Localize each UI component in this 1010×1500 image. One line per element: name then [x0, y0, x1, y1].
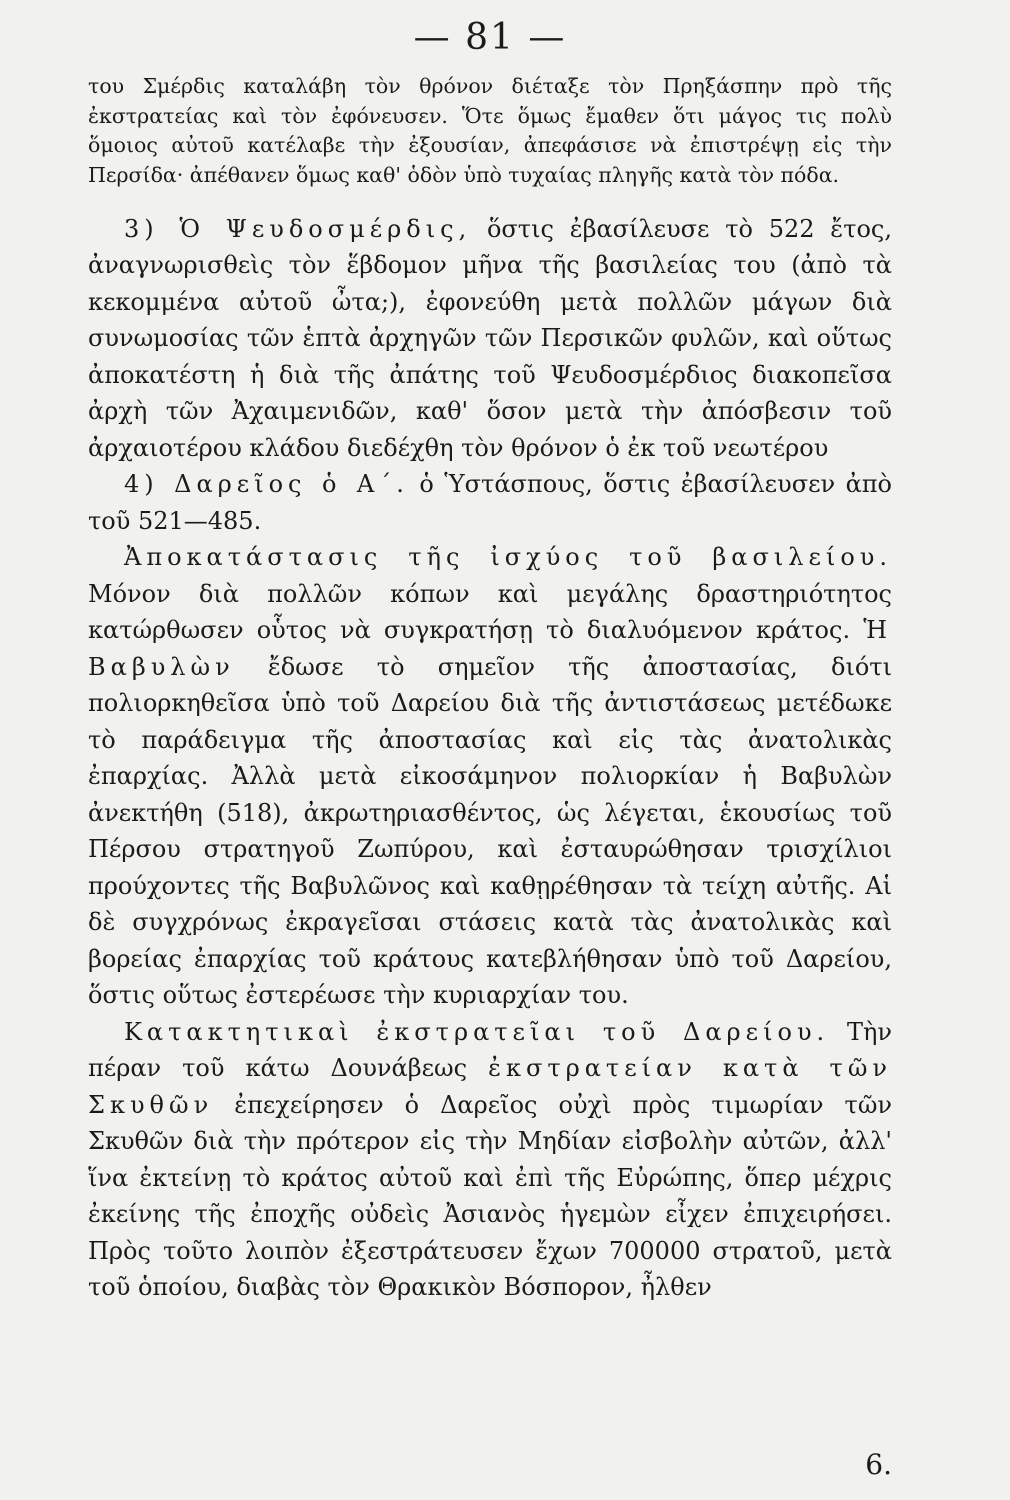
signature-mark: 6. — [865, 1448, 892, 1481]
paragraph-5-spaced: ἐκστρατείαν κατὰ τῶν Σκυθῶν — [88, 1054, 892, 1119]
paragraph-1: του Σμέρδις καταλάβη τὸν θρόνον διέταξε τὸν Πρηξάσπην πρὸ τῆς ἐκστρατείας καὶ τὸν ἐφόνευσεν. Ὅτε ὅμως ἔμαθεν ὅτι μάγος τις πολὺ ὅμοιος αὐτοῦ κατέλαβε τὴν ἐξουσίαν, ἀπεφάσισε νὰ ἐπιστρέψῃ εἰς τὴν Περσίδα· ἀπέθανεν ὅμως καθ' ὁδὸν ὑπὸ τυχαίας πληγῆς κατὰ τὸν πόδα. — [88, 74, 892, 187]
page-header: — 81 — — [413, 17, 567, 58]
paragraph-5-heading: Κατακτητικαὶ ἐκστρατεῖαι τοῦ Δαρείου. — [124, 1017, 830, 1046]
paragraph-5 — [88, 1014, 892, 1306]
paragraph-4 — [88, 539, 892, 1014]
paragraph-5-body-b: ἐπεχείρησεν ὁ Δαρεῖος οὐχὶ πρὸς τιμωρίαν τῶν Σκυθῶν διὰ τὴν πρότερον εἰς τὴν Μηδίαν εἰσβολὴν αὐτῶν, ἀλλ' ἵνα ἐκτείνῃ τὸ κράτος αὐτοῦ καὶ ἐπὶ τῆς Εὐρώπης, ὅπερ μέχρις ἐκείνης τῆς ἐποχῆς οὐδεὶς Ἀσιανὸς ἡγεμὼν εἶχεν ἐπιχειρήσει. Πρὸς τοῦτο λοιπὸν ἐξεστράτευσεν ἔχων 700000 στρατοῦ, μετὰ τοῦ ὁποίου, διαβὰς τὸν Θρακικὸν Βόσπορον, ἦλθεν — [88, 1090, 892, 1301]
paragraph-2 — [88, 211, 892, 467]
paragraph-2-lead: 3) Ὁ Ψευδοσμέρδις, — [124, 214, 472, 243]
paragraph-3-body: ὁ Ὑστάσπους, ὅστις ἐβασίλευσεν ἀπὸ τοῦ 521—485. — [88, 470, 892, 535]
paragraph-4-body-a: Μόνον διὰ πολλῶν κόπων καὶ μεγάλης δραστηριότητος κατώρθωσεν οὗτος νὰ συγκρατήσῃ τὸ διαλυόμενον κράτος. — [88, 579, 892, 644]
paragraph-4-body-b: ἔδωσε τὸ σημεῖον τῆς ἀποστασίας, διότι πολιορκηθεῖσα ὑπὸ τοῦ Δαρείου διὰ τῆς ἀντιστάσεως μετέδωκε τὸ παράδειγμα τῆς ἀποστασίας καὶ εἰς τὰς ἀνατολικὰς ἐπαρχίας. Ἀλλὰ μετὰ εἰκοσάμηνον πολιορκίαν ἡ Βαβυλὼν ἀνεκτήθη (518), ἀκρωτηριασθέντος, ὡς λέγεται, ἑκουσίως τοῦ Πέρσου στρατηγοῦ Ζωπύρου, καὶ ἐσταυρώθησαν τρισχίλιοι προύχοντες τῆς Βαβυλῶνος καὶ καθῃρέθησαν τὰ τείχη αὐτῆς. Αἱ δὲ συγχρόνως ἐκραγεῖσαι στάσεις κατὰ τὰς ἀνατολικὰς καὶ βορείας ἐπαρχίας τοῦ κράτους κατεβλήθησαν ὑπὸ τοῦ Δαρείου, ὅστις οὕτως ἐστερέωσε τὴν κυριαρχίαν του. — [88, 652, 892, 1009]
paragraph-3 — [88, 466, 892, 539]
paragraph-3-lead: 4) Δαρεῖος ὁ Α΄. — [124, 470, 409, 498]
paragraph-2-body: ὅστις ἐβασίλευσε τὸ 522 ἔτος, ἀναγνωρισθεὶς τὸν ἕβδομον μῆνα τῆς βασιλείας του (ἀπὸ τὰ κεκομμένα αὐτοῦ ὦτα;), ἐφονεύθη μετὰ πολλῶν μάγων διὰ συνωμοσίας τῶν ἑπτὰ ἀρχηγῶν τῶν Περσικῶν φυλῶν, καὶ οὕτως ἀποκατέστη ἡ διὰ τῆς ἀπάτης τοῦ Ψευδοσμέρδιος διακοπεῖσα ἀρχὴ τῶν Ἀχαιμενιδῶν, καθ' ὅσον μετὰ τὴν ἀπόσβεσιν τοῦ ἀρχαιοτέρου κλάδου διεδέχθη τὸν θρόνον ὁ ἐκ τοῦ νεωτέρου — [88, 214, 892, 462]
paragraph-4-spaced: Ἡ Βαβυλὼν — [88, 616, 892, 681]
paragraph-4-heading: Ἀποκατάστασις τῆς ἰσχύος τοῦ βασιλείου. — [124, 543, 892, 571]
paragraph-5-body-a: Τὴν πέραν τοῦ κάτω Δουνάβεως — [88, 1017, 892, 1082]
